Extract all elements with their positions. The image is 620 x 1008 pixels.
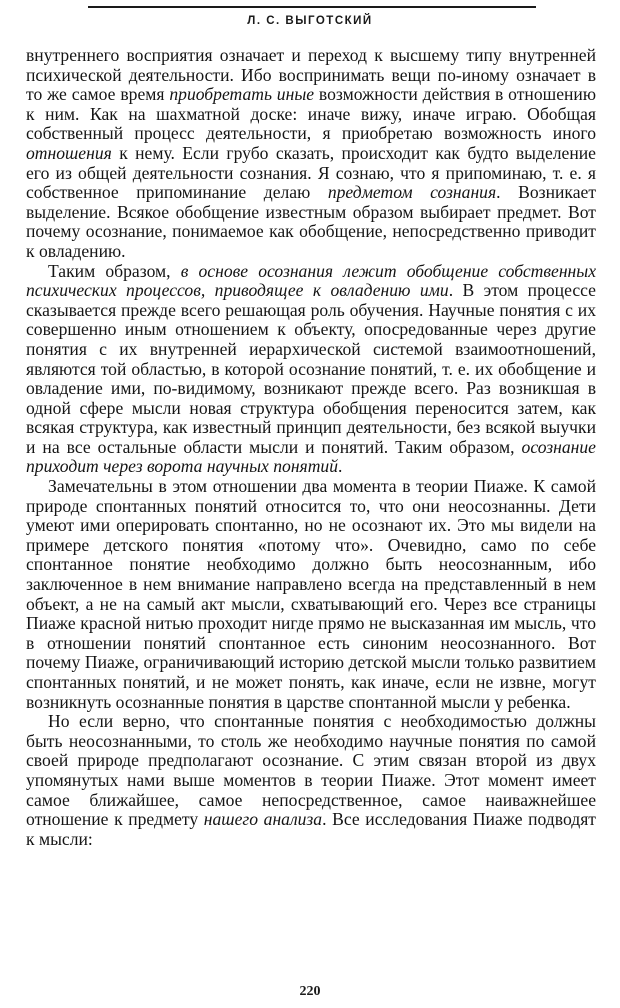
- emphasis-text: нашего анализа: [203, 809, 323, 830]
- paragraph: [26, 477, 596, 712]
- paragraph-text: к нему. Если грубо сказать, происходит как будто выделение его из общей деятельности сознания. Я сознаю, что я припоминаю, т. е. я собственное припоминание делаю: [26, 142, 596, 203]
- running-head: Л. С. ВЫГОТСКИЙ: [247, 15, 373, 27]
- header-rule: [88, 6, 536, 8]
- emphasis-text: в основе осознания лежит обобщение собственных психических процессов, приводящее к овладению ими: [26, 260, 596, 301]
- paragraph: [26, 46, 596, 262]
- paragraph-text: . В этом процессе сказывается прежде всего решающая роль обучения. Научные понятия с их совершенно иным отношением к объекту, опосредованные через другие понятия с их внутренней иерархической системой взаимоотношений, являются той областью, в которой осознание понятий, т. е. их обобщение и овладение ими, по-видимому, возникают прежде всего. Раз возникшая в одной сфере мысли новая структура обобщения переносится затем, как всякая структура, как известный принцип деятельности, без всякой выучки и на все остальные области мысли и понятий. Таким образом,: [26, 280, 596, 457]
- paragraph-text: .: [338, 456, 343, 477]
- paragraph-text: . Все исследования Пиаже подводят к мысли:: [26, 809, 596, 849]
- paragraph-text: Таким образом,: [48, 260, 181, 281]
- paragraph-text: Но если верно, что спонтанные понятия с необходимостью должны быть неосознанными, то столь же необходимо научные понятия по самой своей природе предполагают осознание. С этим связан второй из двух упомянутых нами выше моментов в теории Пиаже. Этот момент имеет самое ближайшее, самое непосредственное, самое наиважнейшее отношение к предмету: [26, 711, 596, 830]
- paragraph-text: возможности действия в отношению к ним. Как на шахматной доске: иначе вижу, иначе играю. Обобщая собственный процесс деятельности, я приобретаю возможность иного: [26, 84, 596, 144]
- emphasis-text: приобретать иные: [169, 84, 315, 105]
- paragraph: [26, 712, 596, 849]
- emphasis-text: осознание приходит через ворота научных понятий: [26, 436, 596, 477]
- emphasis-text: отношения: [26, 142, 112, 163]
- paragraph: [26, 262, 596, 478]
- page-number: 220: [299, 984, 321, 999]
- emphasis-text: предметом сознания: [327, 182, 497, 203]
- paragraph-text: . Возникает выделение. Всякое обобщение известным образом выбирает предмет. Вот почему осознание, понимаемое как обобщение, непосредственно приводит к овладению.: [26, 182, 597, 261]
- body-text: [26, 46, 596, 849]
- paragraph-text: внутреннего восприятия означает и переход к высшему типу внутренней психической деятельности. Ибо воспринимать вещи по-иному означает в то же самое время: [26, 45, 596, 105]
- paragraph-text: Замечательны в этом отношении два момента в теории Пиаже. К самой природе спонтанных понятий относится то, что они неосознанны. Дети умеют ими оперировать спонтанно, но не осознают их. Это мы видели на примере детского понятия «потому что». Очевидно, само по себе спонтанное понятие необходимо должно быть неосознанным, ибо заключенное в нем внимание направлено всегда на представленный в нем объект, а не на самый акт мысли, схватывающий его. Через все страницы Пиаже красной нитью проходит нигде прямо не высказанная им мысль, что в отношении понятий спонтанное есть синоним неосознанного. Вот почему Пиаже, ограничивающий историю детской мысли только развитием спонтанных понятий, и не может понять, как иначе, если не извне, могут возникнуть осознанные понятия в царстве спонтанной мысли у ребенка.: [26, 476, 596, 712]
